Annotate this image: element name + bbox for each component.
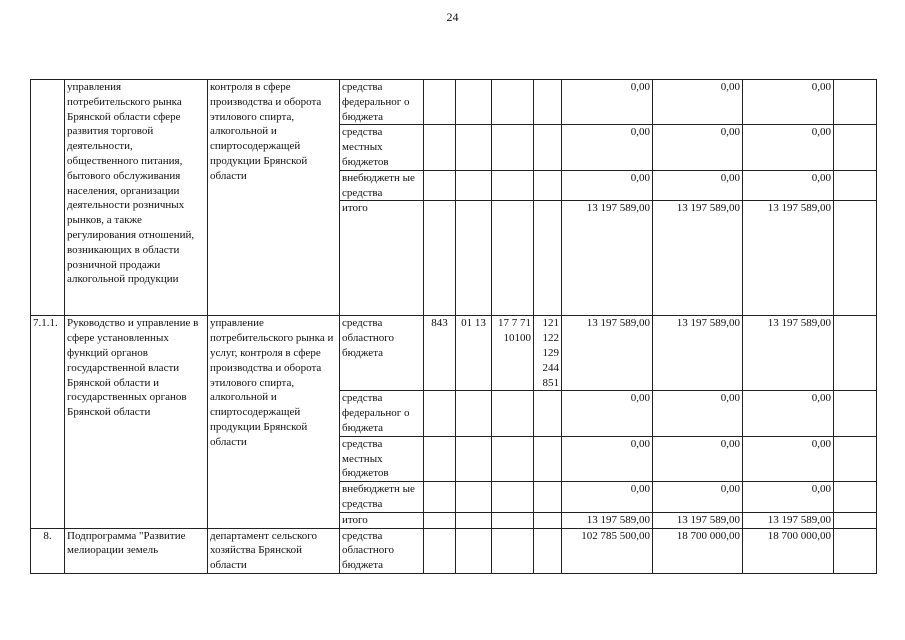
amount-year-1: 0,00 [562, 170, 653, 201]
section-code [456, 170, 492, 201]
target-article-code [492, 170, 534, 201]
amount-year-2: 0,00 [653, 80, 743, 125]
amount-year-1: 0,00 [562, 391, 653, 436]
grbs-code [424, 80, 456, 125]
amount-year-2: 0,00 [653, 482, 743, 513]
table-row [31, 80, 877, 125]
grbs-code [424, 512, 456, 528]
funding-source: средства федеральног о бюджета [340, 80, 424, 125]
grbs-code [424, 482, 456, 513]
amount-year-3: 0,00 [743, 170, 834, 201]
amount-year-2: 0,00 [653, 391, 743, 436]
amount-year-3: 0,00 [743, 482, 834, 513]
amount-year-1: 0,00 [562, 482, 653, 513]
expense-type-code [534, 391, 562, 436]
expense-type-code [534, 482, 562, 513]
empty-cell [834, 436, 877, 481]
responsible-executor: управление потребительского рынка и услуг, контроля в сфере производства и оборота этилового спирта, алкогольной и спиртосодержащей продукции Брянской области [208, 316, 340, 528]
target-article-code: 17 7 71 10100 [492, 316, 534, 391]
page-number: 24 [446, 10, 459, 24]
amount-year-2: 0,00 [653, 436, 743, 481]
target-article-code [492, 80, 534, 125]
amount-year-3: 0,00 [743, 391, 834, 436]
funding-source: итого [340, 512, 424, 528]
amount-year-1: 0,00 [562, 436, 653, 481]
empty-cell [834, 80, 877, 125]
amount-year-1: 13 197 589,00 [562, 201, 653, 316]
section-code [456, 201, 492, 316]
section-code [456, 436, 492, 481]
amount-year-3: 0,00 [743, 125, 834, 170]
funding-source: внебюджетн ые средства [340, 170, 424, 201]
expense-type-code [534, 201, 562, 316]
grbs-code [424, 125, 456, 170]
grbs-code [424, 201, 456, 316]
amount-year-3: 18 700 000,00 [743, 528, 834, 573]
empty-cell [834, 316, 877, 391]
table-row [31, 528, 877, 573]
amount-year-3: 13 197 589,00 [743, 201, 834, 316]
expense-type-code [534, 80, 562, 125]
funding-source: средства местных бюджетов [340, 125, 424, 170]
empty-cell [834, 512, 877, 528]
funding-source: средства областного бюджета [340, 316, 424, 391]
target-article-code [492, 528, 534, 573]
grbs-code [424, 170, 456, 201]
amount-year-3: 0,00 [743, 80, 834, 125]
funding-source: средства областного бюджета [340, 528, 424, 573]
responsible-executor: департамент сельского хозяйства Брянской области [208, 528, 340, 573]
empty-cell [834, 201, 877, 316]
measure-name: управления потребительского рынка Брянской области сфере развития торговой деятельности, общественного питания, бытового обслуживания населения, организации деятельности розничных рынков, а также регулирования отношений, возникающих в области розничной продажи алкогольной продукции [65, 80, 208, 316]
grbs-code [424, 436, 456, 481]
target-article-code [492, 482, 534, 513]
section-code [456, 512, 492, 528]
section-code [456, 125, 492, 170]
amount-year-2: 13 197 589,00 [653, 316, 743, 391]
amount-year-1: 0,00 [562, 80, 653, 125]
funding-source: внебюджетн ые средства [340, 482, 424, 513]
amount-year-2: 13 197 589,00 [653, 201, 743, 316]
responsible-executor: контроля в сфере производства и оборота этилового спирта, алкогольной и спиртосодержащей продукции Брянской области [208, 80, 340, 316]
target-article-code [492, 512, 534, 528]
funding-source: средства федеральног о бюджета [340, 391, 424, 436]
section-code [456, 528, 492, 573]
empty-cell [834, 528, 877, 573]
table-row [31, 316, 877, 391]
amount-year-2: 13 197 589,00 [653, 512, 743, 528]
amount-year-2: 0,00 [653, 125, 743, 170]
target-article-code [492, 125, 534, 170]
expense-type-code [534, 436, 562, 481]
target-article-code [492, 436, 534, 481]
amount-year-1: 13 197 589,00 [562, 512, 653, 528]
amount-year-1: 13 197 589,00 [562, 316, 653, 391]
amount-year-1: 0,00 [562, 125, 653, 170]
empty-cell [834, 482, 877, 513]
budget-table [30, 79, 877, 574]
grbs-code: 843 [424, 316, 456, 391]
empty-cell [834, 170, 877, 201]
grbs-code [424, 528, 456, 573]
amount-year-2: 0,00 [653, 170, 743, 201]
funding-source: средства местных бюджетов [340, 436, 424, 481]
expense-type-code: 121 122 129 244 851 [534, 316, 562, 391]
amount-year-3: 13 197 589,00 [743, 316, 834, 391]
empty-cell [834, 125, 877, 170]
measure-name: Руководство и управление в сфере установленных функций органов государственной власти Брянской области и государственных органов Брянской области [65, 316, 208, 528]
expense-type-code [534, 125, 562, 170]
expense-type-code [534, 512, 562, 528]
section-code [456, 80, 492, 125]
target-article-code [492, 201, 534, 316]
row-index: 7.1.1. [31, 316, 65, 528]
funding-source: итого [340, 201, 424, 316]
section-code: 01 13 [456, 316, 492, 391]
target-article-code [492, 391, 534, 436]
measure-name: Подпрограмма "Развитие мелиорации земель [65, 528, 208, 573]
empty-cell [834, 391, 877, 436]
section-code [456, 391, 492, 436]
amount-year-3: 0,00 [743, 436, 834, 481]
expense-type-code [534, 170, 562, 201]
grbs-code [424, 391, 456, 436]
section-code [456, 482, 492, 513]
amount-year-1: 102 785 500,00 [562, 528, 653, 573]
amount-year-3: 13 197 589,00 [743, 512, 834, 528]
row-index [31, 80, 65, 316]
row-index: 8. [31, 528, 65, 573]
amount-year-2: 18 700 000,00 [653, 528, 743, 573]
expense-type-code [534, 528, 562, 573]
